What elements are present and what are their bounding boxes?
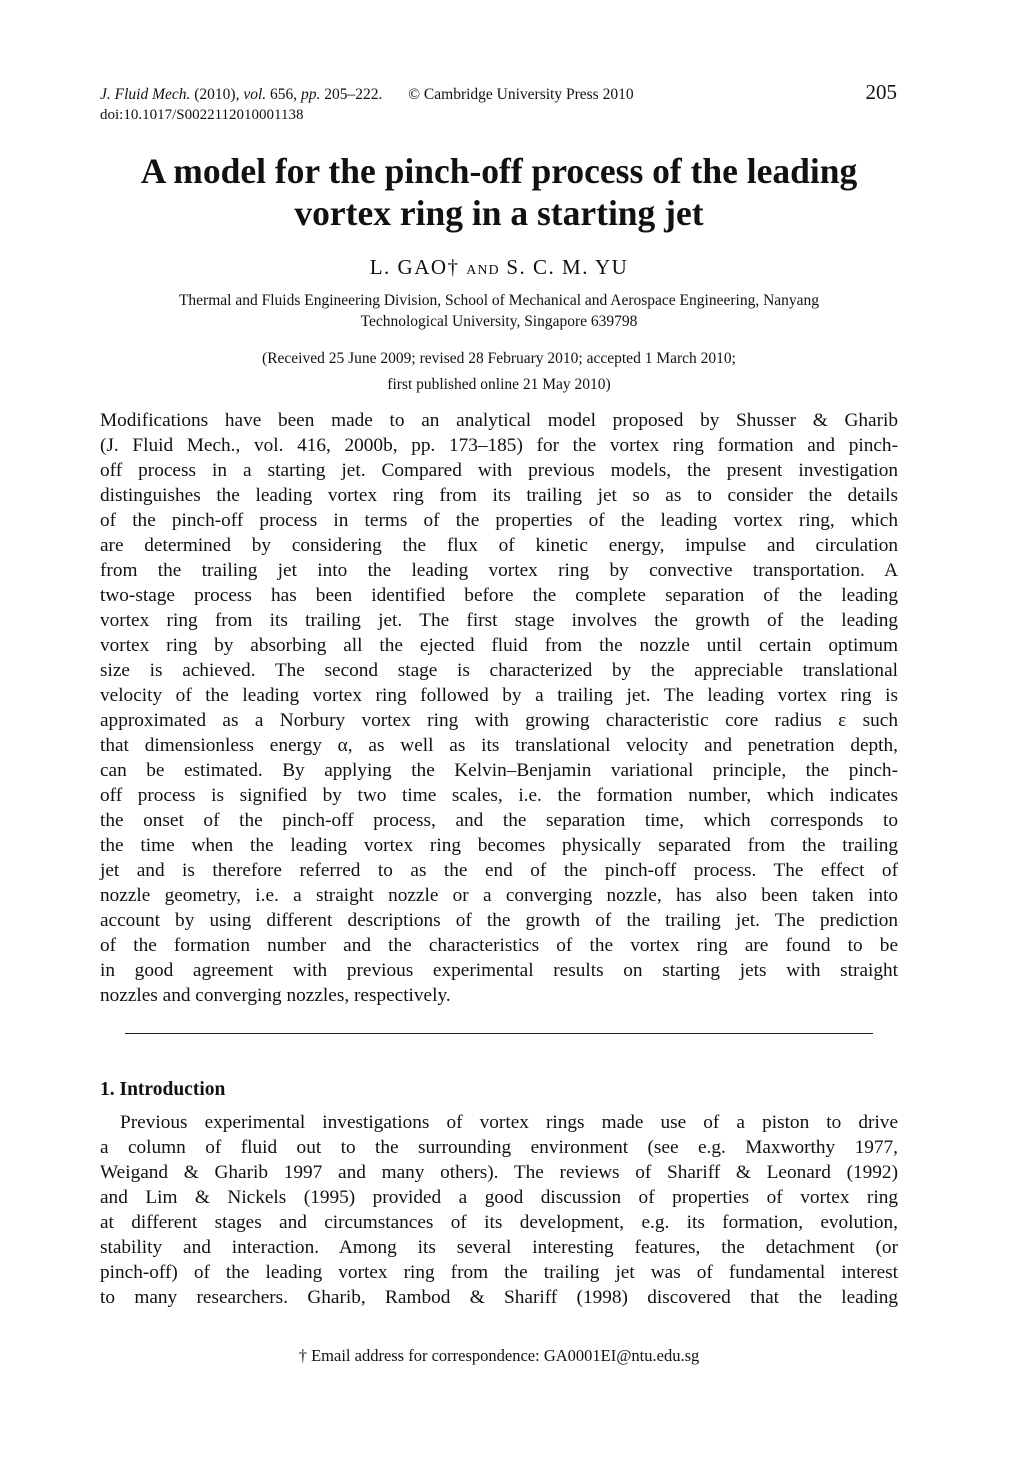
received-dates <box>100 346 898 398</box>
paragraph-line: pinch-off) of the leading vortex ring from the trailing jet was of fundamental interest <box>100 1262 898 1283</box>
paragraph-line: Previous experimental investigations of vortex rings made use of a piston to drive <box>120 1112 898 1133</box>
abstract-line: off process is signified by two time scales, i.e. the formation number, which indicates <box>100 785 898 806</box>
abstract-line: that dimensionless energy α, as well as its translational velocity and penetration depth, <box>100 735 898 756</box>
abstract-line: can be estimated. By applying the Kelvin–Benjamin variational principle, the pinch- <box>100 760 898 781</box>
page-number: 205 <box>865 80 897 104</box>
paragraph-line: at different stages and circumstances of its development, e.g. its formation, evolution, <box>100 1212 898 1233</box>
abstract-line: off process in a starting jet. Compared with previous models, the present investigation <box>100 460 898 481</box>
author-name: S. C. M. YU <box>506 255 629 279</box>
abstract-line: are determined by considering the flux of kinetic energy, impulse and circulation <box>100 535 898 556</box>
pages-label: pp. <box>301 86 321 103</box>
volume-label: vol. <box>243 86 267 103</box>
abstract-line: from the trailing jet into the leading vortex ring by convective transportation. A <box>100 560 898 581</box>
introduction-body <box>100 1110 898 1310</box>
paragraph-line: a column of fluid out to the surrounding environment (see e.g. Maxworthy 1977, <box>100 1137 898 1158</box>
paragraph-line: stability and interaction. Among its several interesting features, the detachment (or <box>100 1237 898 1258</box>
abstract-line: vortex ring from its trailing jet. The first stage involves the growth of the leading <box>100 610 898 631</box>
paper-title <box>100 150 898 234</box>
journal-pages: 205–222. <box>324 86 383 103</box>
journal-citation <box>100 84 634 106</box>
section-divider <box>125 1033 873 1034</box>
abstract-line: vortex ring by absorbing all the ejected fluid from the nozzle until certain optimum <box>100 635 898 656</box>
journal-year: (2010), <box>194 86 240 103</box>
abstract-line: distinguishes the leading vortex ring from its trailing jet so as to consider the details <box>100 485 898 506</box>
abstract-line: approximated as a Norbury vortex ring with growing characteristic core radius ε such <box>100 710 898 731</box>
abstract-line: Modifications have been made to an analytical model proposed by Shusser & Gharib <box>100 410 898 431</box>
abstract-line: size is achieved. The second stage is characterized by the appreciable translational <box>100 660 898 681</box>
title-line: vortex ring in a starting jet <box>294 193 704 233</box>
title-line: A model for the pinch-off process of the leading <box>140 151 858 191</box>
affiliation-line: Thermal and Fluids Engineering Division, School of Mechanical and Aerospace Engineering, Nanyang <box>178 292 820 309</box>
section-heading: 1. Introduction <box>100 1079 226 1100</box>
abstract-line: the time when the leading vortex ring becomes physically separated from the trailing <box>100 835 898 856</box>
affiliation-line: Technological University, Singapore 639798 <box>360 313 638 330</box>
abstract-line: (J. Fluid Mech., vol. 416, 2000b, pp. 173–185) for the vortex ring formation and pinch- <box>100 435 898 456</box>
abstract <box>100 408 898 1008</box>
footnote: † Email address for correspondence: GA0001EI@ntu.edu.sg <box>298 1346 700 1365</box>
doi: doi:10.1017/S0022112010001138 <box>100 107 304 123</box>
abstract-line: velocity of the leading vortex ring followed by a trailing jet. The leading vortex ring is <box>100 685 898 706</box>
received-line: (Received 25 June 2009; revised 28 February 2010; accepted 1 March 2010; <box>262 350 736 367</box>
abstract-line: in good agreement with previous experimental results on starting jets with straight <box>100 960 898 981</box>
paragraph-line: Weigand & Gharib 1997 and many others). The reviews of Shariff & Leonard (1992) <box>100 1162 898 1183</box>
abstract-line: account by using different descriptions of the growth of the trailing jet. The prediction <box>100 910 898 931</box>
journal-name: J. Fluid Mech. <box>100 86 191 103</box>
abstract-line: nozzles and converging nozzles, respectively. <box>100 985 451 1006</box>
abstract-line: nozzle geometry, i.e. a straight nozzle or a converging nozzle, has also been taken into <box>100 885 898 906</box>
author-name: L. GAO† <box>369 255 460 279</box>
journal-volume: 656, <box>270 86 298 103</box>
abstract-line: two-stage process has been identified before the complete separation of the leading <box>100 585 898 606</box>
abstract-line: the onset of the pinch-off process, and the separation time, which corresponds to <box>100 810 898 831</box>
paragraph-line: and Lim & Nickels (1995) provided a good discussion of properties of vortex ring <box>100 1187 898 1208</box>
paragraph-line: to many researchers. Gharib, Rambod & Shariff (1998) discovered that the leading <box>100 1287 898 1308</box>
abstract-line: of the formation number and the characteristics of the vortex ring are found to be <box>100 935 898 956</box>
abstract-line: jet and is therefore referred to as the end of the pinch-off process. The effect of <box>100 860 898 881</box>
abstract-line: of the pinch-off process in terms of the properties of the leading vortex ring, which <box>100 510 898 531</box>
affiliation <box>100 290 898 332</box>
author-conjunction: AND <box>466 263 500 278</box>
received-line: first published online 21 May 2010) <box>387 376 611 393</box>
copyright-notice: © Cambridge University Press 2010 <box>408 86 634 103</box>
author-list <box>100 255 898 280</box>
